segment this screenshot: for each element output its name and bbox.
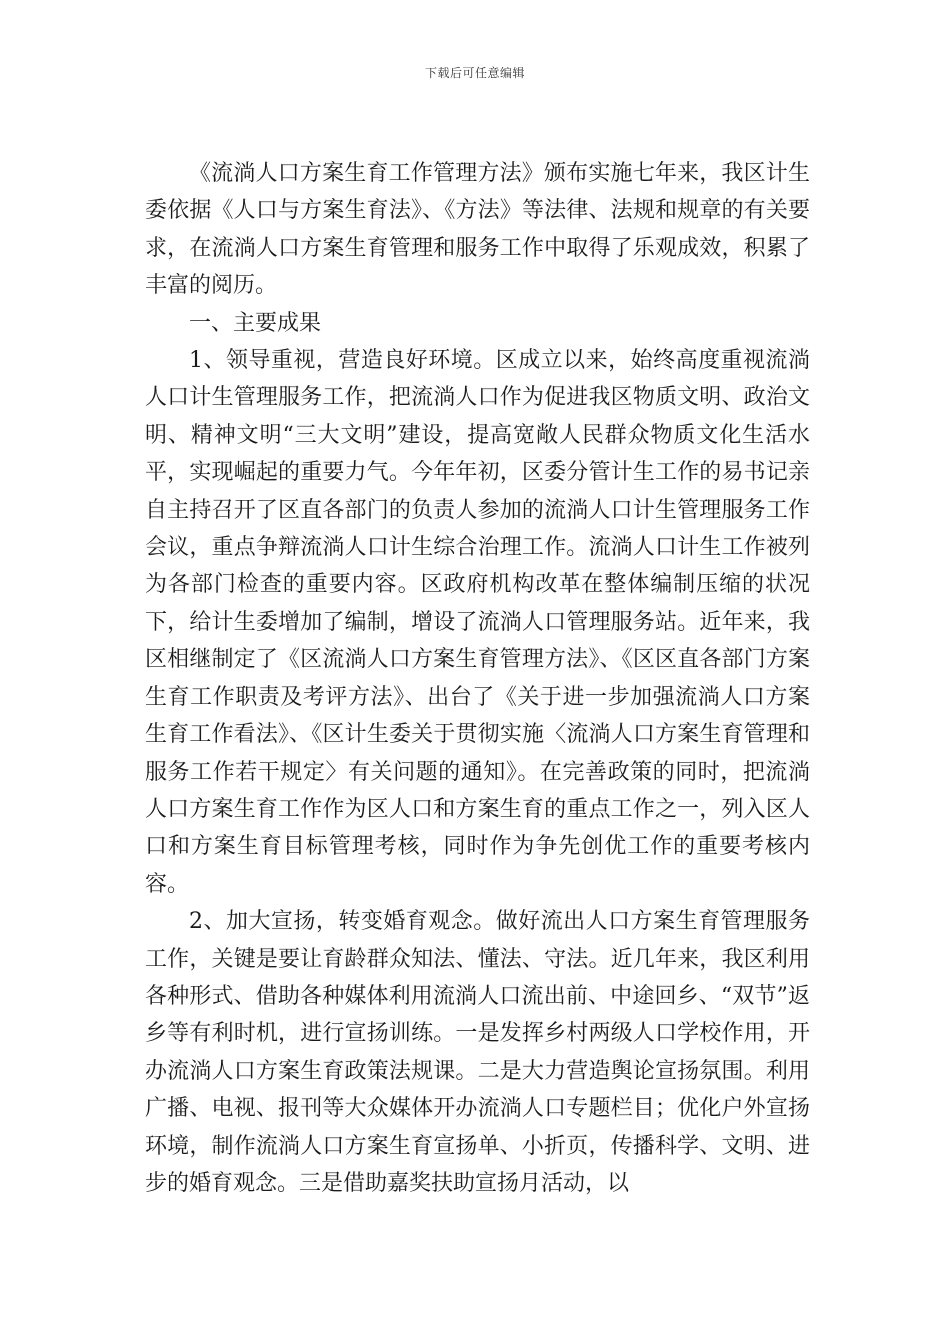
section-heading: 一、主要成果 [189, 310, 322, 336]
intro-paragraph: 《流淌人口方案生育工作管理方法》颁布实施七年来，我区计生委依据《人口与方案生育法》、《方法》等法律、法规和规章的有关要求，在流淌人口方案生育管理和服务工作中取得了乐观成效，积累了丰富的阅历。 [145, 161, 810, 299]
page-header-note: 下载后可任意编辑 [424, 66, 525, 80]
document-body [145, 155, 810, 1202]
item-1-paragraph: 1、领导重视，营造良好环境。区成立以来，始终高度重视流淌人口计生管理服务工作，把流淌人口作为促进我区物质文明、政治文明、精神文明“三大文明”建设，提高宽敞人民群众物质文化生活水平，实现崛起的重要力气。今年年初，区委分管计生工作的易书记亲自主持召开了区直各部门的负责人参加的流淌人口计生管理服务工作会议，重点争辩流淌人口计生综合治理工作。流淌人口计生工作被列为各部门检查的重要内容。区政府机构改革在整体编制压缩的状况下，给计生委增加了编制，增设了流淌人口管理服务站。近年来，我区相继制定了《区流淌人口方案生育管理方法》、《区区直各部门方案生育工作职责及考评方法》、出台了《关于进一步加强流淌人口方案生育工作看法》、《区计生委关于贯彻实施〈流淌人口方案生育管理和服务工作若干规定〉有关问题的通知》。在完善政策的同时，把流淌人口方案生育工作作为区人口和方案生育的重点工作之一，列入区人口和方案生育目标管理考核，同时作为争先创优工作的重要考核内容。 [145, 348, 810, 897]
item-2-paragraph: 2、加大宣扬，转变婚育观念。做好流出人口方案生育管理服务工作，关键是要让育龄群众知法、懂法、守法。近几年来，我区利用各种形式、借助各种媒体利用流淌人口流出前、中途回乡、“双节”返乡等有利时机，进行宣扬训练。一是发挥乡村两级人口学校作用，开办流淌人口方案生育政策法规课。二是大力营造舆论宣扬氛围。利用广播、电视、报刊等大众媒体开办流淌人口专题栏目；优化户外宣扬环境，制作流淌人口方案生育宣扬单、小折页，传播科学、文明、进步的婚育观念。三是借助嘉奖扶助宣扬月活动，以 [145, 909, 810, 1196]
